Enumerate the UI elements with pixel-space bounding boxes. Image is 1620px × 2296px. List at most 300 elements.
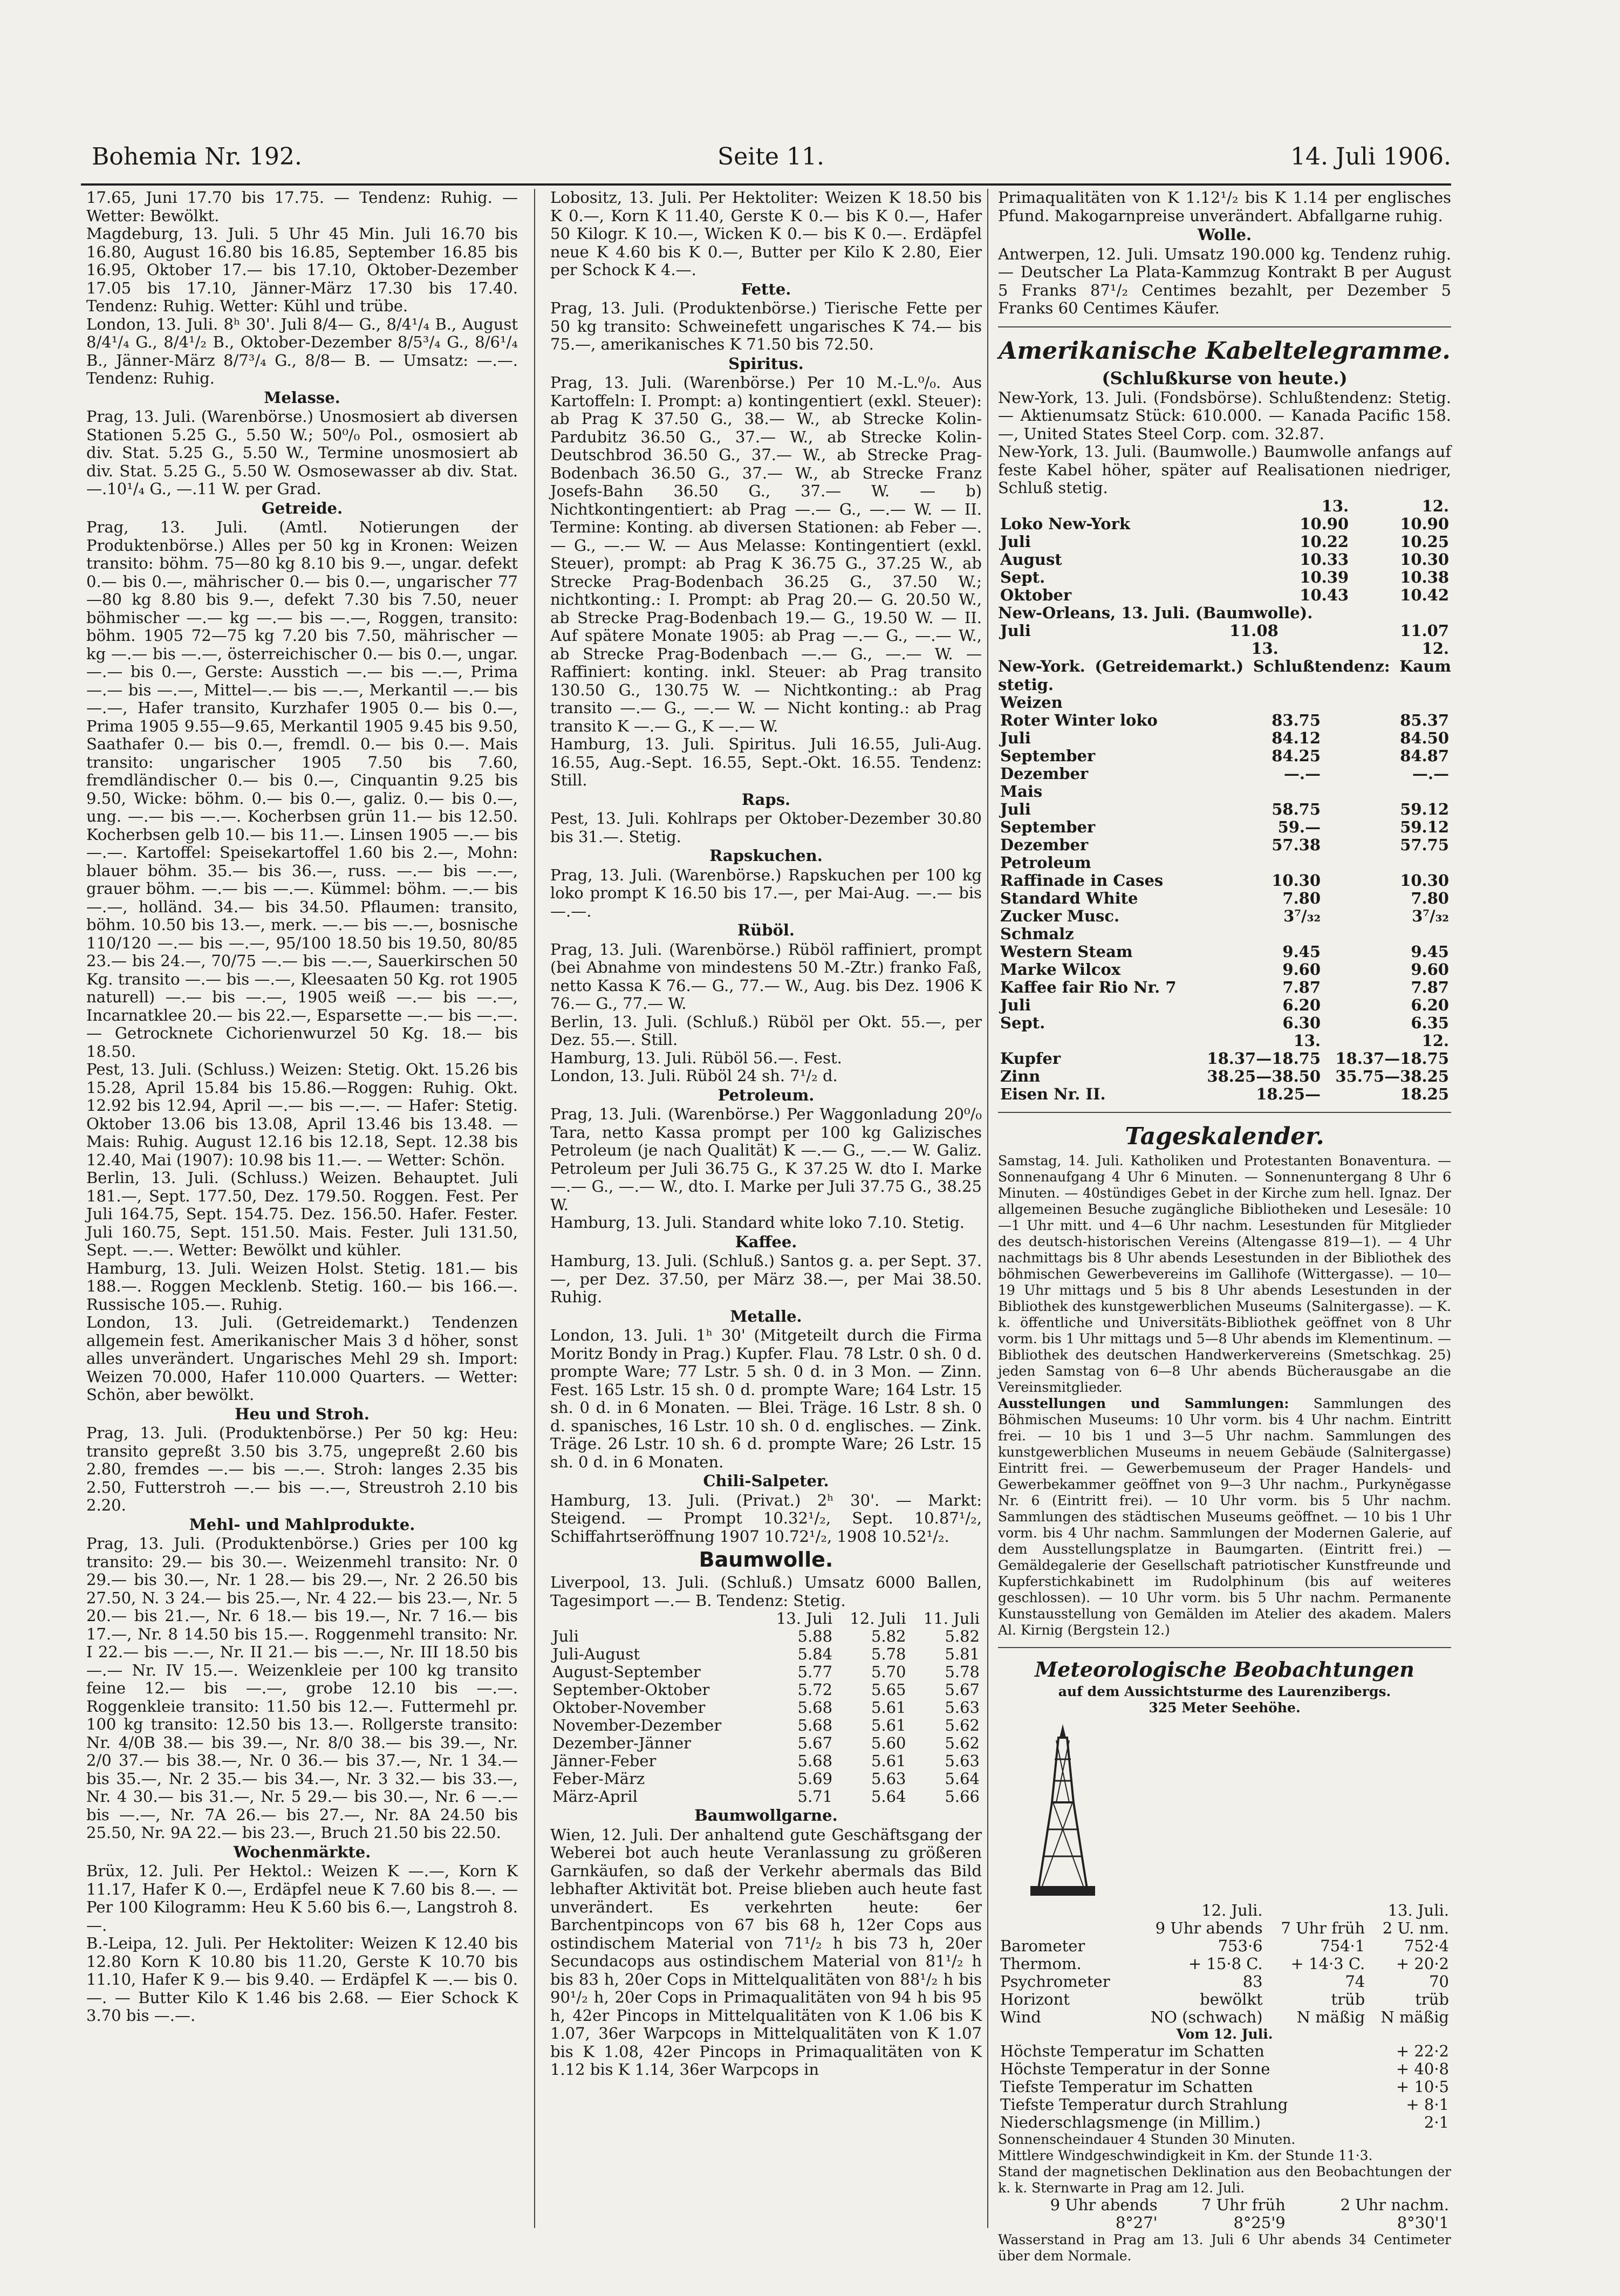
table-cell: August-September (552, 1663, 701, 1681)
section-heading: Rüböl. (737, 921, 795, 939)
table-row (998, 872, 1451, 890)
table-cell: 754·1 (1320, 1937, 1365, 1955)
table-cell: 74 (1345, 1972, 1365, 1991)
table-cell: 3⁷/₃₂ (1283, 907, 1321, 925)
table-cell: 59.12 (1400, 800, 1449, 818)
table-header-row (998, 2196, 1451, 2214)
table-cell: 753·6 (1218, 1937, 1263, 1955)
table-row (998, 729, 1451, 747)
section-heading: Chili-Salpeter. (703, 1472, 829, 1490)
table-cell: Wind (1000, 2008, 1041, 2026)
article-text (998, 1396, 1451, 1638)
table-cell: 83.75 (1272, 711, 1321, 729)
table-cell: 6.20 (1282, 996, 1321, 1014)
table-row (998, 996, 1451, 1014)
table-cell: 10.42 (1400, 585, 1449, 604)
table-cell: 83 (1242, 1972, 1263, 1991)
table-cell: Horizont (1000, 1990, 1070, 2008)
table-row (998, 907, 1451, 925)
section-heading: Baumwolle. (699, 1548, 833, 1571)
table-cell: 5.64 (945, 1769, 980, 1788)
table-cell: + 10·5 (1396, 2078, 1449, 2096)
table-cell: 70 (1429, 1972, 1449, 1991)
table-cell (1323, 925, 1451, 943)
table-header: 13. (1293, 1031, 1321, 1050)
section-heading: Fette. (741, 279, 791, 298)
table-header-row (998, 640, 1451, 658)
article-text: Hamburg, 13. Juli. Weizen Holst. Stetig. 181.— bis 188.—. Roggen Mecklenb. Stetig. 160.— bis 166.—. Russische 105.—. Ruhig. (86, 1259, 518, 1314)
paper-name-issue: Bohemia Nr. 192. (92, 143, 302, 170)
section-subheading: Vom 12. Juli. (1176, 2026, 1273, 2042)
section-heading: Tageskalender. (1125, 1123, 1324, 1150)
table-header: 13. (1321, 496, 1349, 515)
section-heading: Petroleum. (717, 1085, 815, 1104)
table-cell: Juli (1000, 532, 1031, 551)
table-cell: 6.30 (1282, 1014, 1321, 1032)
table-cell (1323, 694, 1451, 712)
table-row (998, 586, 1451, 604)
table-row (550, 1681, 982, 1699)
table-cell: 10.90 (1400, 514, 1449, 533)
section-heading: Metalle. (730, 1307, 802, 1325)
table-cell: 752·4 (1404, 1937, 1449, 1955)
table-cell: 5.68 (797, 1716, 833, 1734)
table-cell (1194, 783, 1323, 801)
table-cell: 7.87 (1411, 978, 1449, 996)
article-text: Hamburg, 13. Juli. Rüböl 56.—. Fest. (550, 1048, 842, 1067)
article-text: Prag, 13. Juli. (Produktenbörse.) Gries per 100 kg transito: 29.— bis 30.—. Weizenmehl transito: Nr. 0 29.— bis 30.—, Nr. 1 28.— bis 29.—, Nr. 2 26.50 bis 27.50, N. 3 24.— bis 25.—, Nr. 4 22.— bis 23.—, Nr. 5 20.— bis 21.—, Nr. 6 18.— bis 19.—, Nr. 7 16.— bis 17.—, Nr. 8 14.50 bis 15.—. Roggenmehl transito: Nr. I 22.— bis —.—, Nr. II 21.— bis —.—, Nr. III 18.50 bis —.— Nr. IV 15.—. Weizenkleie per 100 kg transito feine 12.— bis —.—, grobe 12.10 bis —.—. Roggenkleie transito: 11.50 bis 12.—. Futtermehl pr. 100 kg transito: 12.50 bis 13.—. Rollgerste transito: Nr. 4/0B 38.— bis 39.—, Nr. 8/0 38.— bis 39.—, Nr. 2/0 37.— bis 38.—, Nr. 0 36.— bis 37.—, Nr. 1 34.— bis 35.—, Nr. 2 35.— bis 34.—, Nr. 3 32.— bis 33.—, Nr. 4 30.— bis 31.—, Nr. 5 29.— bis 30.—, Nr. 6 —.— bis —.—, Nr. 7A 26.— bis 27.—, Nr. 8A 24.50 bis 25.50, Nr. 9A 22.— bis 23.—, Bruch 21.50 bis 22.50. (86, 1534, 518, 1842)
table-cell: 84.50 (1400, 729, 1449, 747)
table-cell: Mais (1000, 782, 1043, 801)
table-cell: 5.63 (945, 1752, 980, 1770)
table-cell: 9.45 (1282, 942, 1321, 961)
table-row (550, 1717, 982, 1734)
table-cell: 5.62 (945, 1734, 980, 1752)
article-text: Hamburg, 13. Juli. (Schluß.) Santos g. a. per Sept. 37.—, per Dez. 37.50, per März 38.—, per Mai 38.50. Ruhig. (550, 1252, 982, 1306)
table-cell: 59.— (1277, 818, 1321, 836)
table-cell: Niederschlagsmenge (in Millim.) (1000, 2113, 1261, 2131)
table-header: 2 U. nm. (1382, 1919, 1449, 1937)
article-text: New-York, 13. Juli. (Fondsbörse). Schlußtendenz: Stetig. — Aktienumsatz Stück: 610.000. — Kanada Pacific 158.—, United States Steel Corp. com. 32.87. (998, 388, 1451, 443)
article-text: Liverpool, 13. Juli. (Schluß.) Umsatz 6000 Ballen, Tagesimport —.— B. Tendenz: Stetig. (550, 1573, 982, 1610)
table-cell: 10.38 (1400, 568, 1449, 586)
article-text: Hamburg, 13. Juli. Standard white loko 7.10. Stetig. (550, 1213, 965, 1232)
table-header-row (998, 497, 1451, 515)
table-cell: Raffinade in Cases (1000, 871, 1164, 890)
issue-date: 14. Juli 1906. (1290, 143, 1451, 170)
article-text: Brüx, 12. Juli. Per Hektol.: Weizen K —.—, Korn K 11.17, Hafer K 0.—, Erdäpfel neue K 7.60 bis 8.—. — Per 100 Kilogramm: Heu K 5.60 bis 6.—, Langstroh 8.—. (86, 1862, 518, 1935)
table-row (998, 801, 1451, 818)
observation-tower-illustration (1025, 1721, 1100, 1899)
cotton-liverpool-table (550, 1610, 982, 1806)
table-cell: NO (schwach) (1150, 2008, 1263, 2026)
table-row (998, 979, 1451, 996)
column-1 (86, 189, 518, 2025)
table-cell: Oktober (1000, 585, 1072, 604)
table-row (998, 2096, 1451, 2114)
table-row (998, 836, 1451, 854)
table-cell: 5.78 (945, 1663, 980, 1681)
table-cell: 8°27' (1115, 2213, 1158, 2232)
article-text: New-York, 13. Juli. (Baumwolle.) Baumwolle anfangs auf feste Kabel höher, später auf Realisationen niedriger, Schluß stetig. (998, 442, 1451, 497)
table-row (998, 890, 1451, 907)
table-cell: 5.78 (871, 1645, 906, 1663)
table-cell: Höchste Temperatur im Schatten (1000, 2042, 1264, 2060)
meteo-extremes-table (998, 2042, 1451, 2131)
table-row (550, 1663, 982, 1681)
table-cell: Marke Wilcox (1000, 960, 1121, 979)
table-cell: 57.75 (1400, 836, 1449, 854)
table-row (998, 1014, 1451, 1032)
table-row (998, 854, 1451, 872)
table-row (998, 2114, 1451, 2131)
table-header: 9 Uhr abends (1155, 1919, 1263, 1937)
section-heading: Rapskuchen. (709, 846, 823, 865)
declination-table (998, 2196, 1451, 2232)
table-cell: 5.61 (871, 1698, 906, 1717)
table-cell: + 8·1 (1406, 2095, 1449, 2114)
table-cell (1323, 854, 1451, 872)
article-text: Pest, 13. Juli. Kohlraps per Oktober-Dezember 30.80 bis 31.—. Stetig. (550, 809, 982, 846)
table-row (550, 1645, 982, 1663)
table-header: 12. (1421, 496, 1449, 515)
article-text: Antwerpen, 12. Juli. Umsatz 190.000 kg. Tendenz ruhig. — Deutscher La Plata-Kammzug Kontrakt B per August 5 Franks 87¹/₂ Centimes bezahlt, per Dezember 5 Franks 60 Centimes Käufer. (998, 244, 1451, 317)
table-row (998, 765, 1451, 783)
table-row (998, 1068, 1451, 1085)
table-row (998, 2008, 1451, 2026)
section-heading: Wochenmärkte. (233, 1842, 371, 1861)
article-text: Prag, 13. Juli. (Warenbörse.) Unosmosiert ab diversen Stationen 5.25 G., 5.50 W.; 50⁰/₀ Pol., osmosiert ab div. Stat. 5.25 G., 5.50 W., Termine unosmosiert ab div. Stat. 5.25 G., 5.50 W. Osmosewasser ab div. Stat. —.10¹/₄ G., —.11 W. per Grad. (86, 407, 518, 498)
article-text: London, 13. Juli. 8ʰ 30'. Juli 8/4— G., 8/4¹/₄ B., August 8/4¹/₄ G., 8/4¹/₂ B., Oktober-Dezember 8/5³/₄ G., 8/6¹/₄ B., Jänner-März 8/7³/₄ G., 8/8— B. — Umsatz: —.—. Tendenz: Ruhig. (86, 315, 518, 387)
table-cell (1194, 694, 1323, 712)
table-row (998, 569, 1451, 586)
table-cell: Zinn (1000, 1067, 1041, 1085)
table-cell: + 20·2 (1396, 1955, 1449, 1973)
table-cell: 5.81 (945, 1645, 980, 1663)
table-row (998, 694, 1451, 712)
table-row (998, 2042, 1451, 2060)
table-cell: 18.25— (1256, 1085, 1321, 1103)
table-row (998, 1050, 1451, 1068)
table-cell: 5.71 (797, 1787, 833, 1806)
article-text: Wien, 12. Juli. Der anhaltend gute Geschäftsgang der Weberei bot auch heute Veranlassung zu größeren Garnkäufen, so daß der Verkehr abermals das Bild lebhafter Aktivität bot. Preise blieben auch heute fast unverändert. Es verkehrten heute: 6er Barchentpincops von 67 bis 68 h, 12er Cops aus ostindischem Material von 71¹/₂ h bis 73 h, 20er Secundacops aus ostindischem Material von 81¹/₂ h bis 83 h, 20er Cops in Mittelqualitäten von 88¹/₂ h bis 90¹/₂ h, 20er Cops in Primaqualitäten von 94 h bis 95 h, 42er Pincops in Mittelqualitäten von K 1.06 bis K 1.07, 36er Warpcops in Mittelqualitäten von K 1.07 bis K 1.08, 42er Pincops in Primaqualitäten von K 1.12 bis K 1.14, 36er Warpcops in (550, 1825, 982, 2079)
article-text: Prag, 13. Juli. (Amtl. Notierungen der Produktenbörse.) Alles per 50 kg in Kronen: Weizen transito: böhm. 75—80 kg 8.10 bis 9.—, ungar. defekt 0.— bis 0.—, mährischer 0.— bis 0.—, ungarischer 77—80 kg 8.80 bis 9.—, defekt 7.30 bis 7.50, neuer böhmischer —.— kg —.— bis —.—, Roggen, transito: böhm. 1905 72—75 kg 7.20 bis 7.50, mährischer — kg —.— bis —.—, österreichischer 0.— bis 0.—, ungar. —.— bis 0.—, Gerste: Ausstich —.— bis —.—, Prima —.— bis —.—, Mittel—.— bis —.—, Merkantil —.— bis —.—, Hafer transito, Kurzhafer 1905 0.— bis 0.—, Prima 1905 9.55—9.65, Merkantil 1905 9.45 bis 9.50, Saathafer 0.— bis 0.—, fremdl. 0.— bis 0.—. Mais transito: ungarischer 1905 7.50 bis 7.60, fremdländischer 0.— bis 0.—, Cinquantin 9.25 bis 9.50, Wicke: böhm. 0.— bis 0.—, galiz. 0.— bis 0.—, ung. —.— bis —.—. Kocherbsen grün 11.— bis 12.50. Kocherbsen gelb 10.— bis 11.—. Linsen 1905 —.— bis —.—. Kartoffel: Speisekartoffel 1.60 bis 2.—, Mohn: blauer böhm. 35.— bis 36.—, russ. —.— bis —.—, grauer böhm. —.— bis —.—. Kümmel: böhm. —.— bis —.—, holländ. 34.— bis 34.50. Pflaumen: transito, böhm. 10.50 bis 13.—, merk. —.— bis —.—, bosnische 110/120 —.— bis —.—, 95/100 18.50 bis 19.50, 80/85 23.— bis 24.—, 70/75 —.— bis —.—, Sauerkirschen 50 Kg. transito —.— bis —.—, Kleesaaten 50 Kg. rot 1905 naturell) —.— bis —.—, 1905 weiß —.— bis —.—, Incarnatklee 20.— bis 22.—, Esparsette —.— bis —.—. — Getrocknete Cichorienwurzel 50 Kg. 18.— bis 18.50. (86, 518, 518, 1061)
table-cell (1194, 925, 1323, 943)
table-cell: + 40·8 (1396, 2060, 1449, 2078)
table-cell: 5.63 (871, 1769, 906, 1788)
article-text: Prag, 13. Juli. (Produktenbörse.) Per 50 kg: Heu: transito gepreßt 3.50 bis 3.75, ungepreßt 2.60 bis 2.80, fremdes —.— bis —.—. Stroh: langes 2.35 bis 2.50, Futterstroh —.— bis —.—, Streustroh 2.10 bis 2.20. (86, 1424, 518, 1514)
table-row (998, 783, 1451, 801)
table-cell: 10.30 (1400, 550, 1449, 569)
grain-newyork-table (998, 694, 1451, 1103)
table-cell: 58.75 (1272, 800, 1321, 818)
table-cell: 5.61 (871, 1752, 906, 1770)
table-cell: 57.38 (1272, 836, 1321, 854)
table-cell: 18.37—18.75 (1335, 1049, 1449, 1068)
table-cell: Oktober-November (552, 1698, 706, 1717)
table-cell: 10.43 (1300, 585, 1349, 604)
table-row (998, 925, 1451, 943)
table-row (998, 533, 1451, 551)
table-cell: 2·1 (1424, 2113, 1449, 2131)
table-cell: 10.90 (1300, 514, 1349, 533)
article-text: Sonnenscheindauer 4 Stunden 30 Minuten. (998, 2131, 1296, 2147)
article-text: London, 13. Juli. Rüböl 24 sh. 7¹/₂ d. (550, 1067, 838, 1085)
table-header: 12. (1421, 1031, 1449, 1050)
table-cell: 5.66 (945, 1787, 980, 1806)
article-text: Primaqualitäten von K 1.12¹/₂ bis K 1.14 per englisches Pfund. Makogarnpreise unverändert. Abfallgarne ruhig. (998, 188, 1451, 225)
section-heading: Getreide. (261, 498, 343, 517)
table-header: 2 Uhr nachm. (1340, 2196, 1449, 2214)
table-cell: Zucker Musc. (1000, 907, 1120, 925)
table-cell: September (1000, 747, 1096, 765)
article-text: Pest, 13. Juli. (Schluss.) Weizen: Stetig. Okt. 15.26 bis 15.28, April 15.84 bis 15.86.—Roggen: Ruhig. Okt. 12.92 bis 12.94, April —.— bis —.—. — Hafer: Stetig. Oktober 13.06 bis 13.08, April 13.46 bis 13.48. — Mais: Ruhig. August 12.16 bis 12.18, Sept. 12.38 bis 12.40, Mai (1907): 10.98 bis 11.—. — Wetter: Schön. (86, 1060, 518, 1169)
table-cell: 10.30 (1272, 871, 1321, 890)
table-header: 7 Uhr früh (1281, 1919, 1365, 1937)
column-rule (534, 189, 535, 2228)
table-row (998, 747, 1451, 765)
table-row (998, 2060, 1451, 2078)
section-heading: Heu und Stroh. (235, 1404, 370, 1423)
table-cell: 7.80 (1411, 889, 1449, 907)
table-row (550, 1752, 982, 1770)
table-cell: 5.64 (871, 1787, 906, 1806)
table-header: 9 Uhr abends (1050, 2196, 1158, 2214)
table-cell: 84.12 (1272, 729, 1321, 747)
table-cell: 5.68 (797, 1752, 833, 1770)
table-row (550, 1734, 982, 1752)
article-text: Magdeburg, 13. Juli. 5 Uhr 45 Min. Juli 16.70 bis 16.80, August 16.80 bis 16.85, September 16.85 bis 16.95, Oktober 17.— bis 17.10, Oktober-Dezember 17.05 bis 17.10, Jänner-März 17.30 bis 17.40. Tendenz: Ruhig. Wetter: Kühl und trübe. (86, 224, 518, 315)
table-cell: August (1000, 550, 1062, 569)
table-cell: 10.22 (1300, 532, 1349, 551)
table-cell: Kupfer (1000, 1049, 1061, 1068)
table-row (998, 622, 1451, 640)
masthead (81, 124, 1451, 170)
table-row (998, 943, 1451, 961)
article-text: New-York. (Getreidemarkt.) Schlußtendenz: Kaum stetig. (998, 657, 1451, 694)
table-cell: trüb (1415, 1990, 1449, 2008)
table-cell: 9.60 (1411, 960, 1449, 979)
table-cell: N mäßig (1380, 2008, 1449, 2026)
article-text: Berlin, 13. Juli. (Schluß.) Rüböl per Okt. 55.—, per Dez. 55.—. Still. (550, 1012, 982, 1049)
masthead-rule (81, 183, 1451, 186)
table-cell: Eisen Nr. II. (1000, 1085, 1106, 1103)
table-cell: Höchste Temperatur in der Sonne (1000, 2060, 1270, 2078)
divider (998, 326, 1451, 327)
article-text: Samstag, 14. Juli. Katholiken und Protestanten Bonaventura. — Sonnenaufgang 4 Uhr 6 Minuten. — Sonnenuntergang 8 Uhr 6 Minuten. — 40stündiges Gebet in der Kirche zum hell. Ignaz. Der allgemeinen Besuche zugängliche Bibliotheken und Lesesäle: 10—1 Uhr mitt. und 4—6 Uhr nachm. Lesestunden für Mitglieder des deutsch-historischen Vereins (Altengasse 819—1). — 4 Uhr nachmittags bis 8 Uhr abends Lesestunden in der Bibliothek des böhmischen Gewerbevereins im Gallihofe (Wittergasse). — 10—19 Uhr mittags und 5 bis 8 Uhr abends Lesestunden in der Bibliothek des kunstgewerblichen Museums (Salnitergasse). — K. k. öffentliche und Universitäts-Bibliothek geöffnet von 8 Uhr vorm. bis 1 Uhr mittags und 5—8 Uhr abends im Klementinum. — Bibliothek des deutschen Handwerkervereins (Smetschkag. 25) jeden Samstag von 6—8 Uhr abends Bücherausgabe an die Vereinsmitglieder. (998, 1153, 1451, 1395)
table-row (998, 1973, 1451, 1991)
table-header-row (998, 1919, 1451, 1937)
table-header: 13. Juli (776, 1609, 833, 1628)
table-cell: —.— (1283, 764, 1321, 783)
section-subheading: Ausstellungen und Sammlungen: (998, 1396, 1289, 1411)
article-text: Lobositz, 13. Juli. Per Hektoliter: Weizen K 18.50 bis K 0.—, Korn K 11.40, Gerste K 0.— bis K 0.—, Hafer 50 Kilogr. K 10.—, Wicken K 0.— bis K 0.—. Erdäpfel neue K 4.60 bis K 0.—, Butter per Kilo K 2.80, Eier per Schock K 4.—. (550, 188, 982, 279)
table-cell: 5.62 (945, 1716, 980, 1734)
article-text: Prag, 13. Juli. (Warenbörse.) Rüböl raffiniert, prompt (bei Abnahme von mindestens 50 M.-Ztr.) franko Faß, netto Kassa K 76.— G., 77.— W., Aug. bis Dez. 1906 K 76.— G., 77.— W. (550, 940, 982, 1013)
table-cell: 3⁷/₃₂ (1412, 907, 1449, 925)
table-row (998, 2214, 1451, 2232)
section-heading: Baumwollgarne. (694, 1806, 838, 1824)
table-cell: trüb (1331, 1990, 1365, 2008)
table-cell: Dezember-Jänner (552, 1734, 692, 1752)
column-rule (987, 189, 988, 2228)
table-cell: 84.25 (1272, 747, 1321, 765)
section-subheading: 325 Meter Seehöhe. (1149, 1700, 1301, 1716)
table-header-row (998, 1902, 1451, 1919)
table-cell: 35.75—38.25 (1335, 1067, 1449, 1085)
table-cell: Juli-August (552, 1645, 640, 1663)
cotton-newyork-table (998, 497, 1451, 604)
table-cell: Thermom. (1000, 1955, 1082, 1973)
table-row (998, 1085, 1451, 1103)
table-cell: 5.77 (797, 1663, 833, 1681)
divider (998, 1647, 1451, 1648)
table-cell: 5.69 (797, 1769, 833, 1788)
table-cell: 9.60 (1282, 960, 1321, 979)
table-row (998, 961, 1451, 979)
article-text: Mittlere Windgeschwindigkeit in Km. der Stunde 11·3. (998, 2148, 1373, 2163)
table-cell: Jänner-Feber (552, 1752, 657, 1770)
table-cell: 38.25—38.50 (1207, 1067, 1321, 1085)
table-cell: 5.88 (797, 1627, 833, 1645)
table-cell: Juli (1000, 800, 1031, 818)
table-cell: November-Dezember (552, 1716, 722, 1734)
table-cell: September (1000, 818, 1096, 836)
section-subheading: (Schlußkurse von heute.) (1102, 367, 1348, 388)
table-cell: —.— (1412, 764, 1449, 783)
article-text: Berlin, 13. Juli. (Schluss.) Weizen. Behauptet. Juli 181.—, Sept. 177.50, Dez. 179.50. Roggen. Fest. Per Juli 164.75, Sept. 154.75. Dez. 156.50. Hafer. Fester. Juli 160.75, Sept. 151.50. Mais. Fester. Juli 131.50, Sept. —.—. Wetter: Bewölkt und kühler. (86, 1168, 518, 1259)
table-row (550, 1699, 982, 1717)
table-cell: 5.63 (945, 1698, 980, 1717)
newspaper-page (81, 124, 1452, 2264)
table-cell: Dezember (1000, 836, 1089, 854)
table-header: 13. Juli. (1387, 1901, 1449, 1919)
article-text: Hamburg, 13. Juli. (Privat.) 2ʰ 30'. — Markt: Steigend. — Prompt 10.32¹/₂, Sept. 10.87¹/₂, Schiffahrtseröffnung 1907 10.72¹/₂, 1908 10.52¹/₂. (550, 1491, 982, 1546)
table-header-row (550, 1610, 982, 1628)
table-cell: 5.67 (797, 1734, 833, 1752)
table-header: 12. Juli (850, 1609, 906, 1628)
table-header-row (998, 1032, 1451, 1050)
table-cell: Roter Winter loko (1000, 711, 1158, 729)
table-row (998, 1991, 1451, 2008)
table-row (998, 818, 1451, 836)
table-cell: 5.60 (871, 1734, 906, 1752)
article-text: Prag, 13. Juli. (Warenbörse.) Per 10 M.-L.⁰/₀. Aus Kartoffeln: I. Prompt: a) kontingentiert (exkl. Steuer): ab Prag K 37.50 G., 38.— W., ab Strecke Kolin-Pardubitz 36.50 G., 37.— W., ab Strecke Kolin-Deutschbrod 36.50 G., 37.— W., ab Strecke Prag-Bodenbach 36.50 G., 37.— W., ab Strecke Franz Josefs-Bahn 36.50 G., 37.— W. — b) Nichtkontingentiert: ab Prag —.— G., —.— W. — II. Termine: Konting. ab diversen Stationen: ab Feber —.— G., —.— W. — Aus Melasse: Kontingentiert (exkl. Steuer), prompt: ab Prag K 36.75 G., 37.25 W., ab Strecke Prag-Bodenbach 36.25 G., 37.50 W.; nichtkonting.: I. Prompt: ab Prag 20.— G. 20.50 W., ab Strecke Prag-Bodenbach 19.— G., 19.50 W. — II. Auf spätere Monate 1905: ab Prag —.— G., —.— W., ab Strecke Prag-Bodenbach —.— G., —.— W. — Raffiniert: konting. inkl. Steuer: ab Prag transito 130.50 G., 130.75 W. — Nichtkonting.: ab Prag transito —.— G., —.— W. — Nicht konting.: ab Prag transito K —.— G., K —.— W. (550, 373, 982, 735)
table-cell: Standard White (1000, 889, 1138, 907)
table-header: 12. Juli. (1201, 1901, 1263, 1919)
table-cell: Loko New-York (1000, 514, 1130, 533)
table-cell: Tiefste Temperatur im Schatten (1000, 2078, 1253, 2096)
table-cell: 5.82 (871, 1627, 906, 1645)
table-cell: 5.67 (945, 1680, 980, 1699)
table-row (998, 515, 1451, 533)
table-cell: 18.25 (1400, 1085, 1449, 1103)
section-heading: Wolle. (1197, 226, 1252, 244)
cotton-neworleans-table (998, 622, 1451, 658)
table-row (550, 1628, 982, 1645)
table-cell: Juli (1000, 996, 1031, 1014)
table-row (998, 551, 1451, 569)
page-number: Seite 11. (717, 143, 824, 170)
section-heading: Mehl- und Mahlprodukte. (189, 1515, 415, 1534)
table-cell: Schmalz (1000, 925, 1074, 943)
table-cell: Juli (1000, 621, 1031, 640)
table-row (998, 2078, 1451, 2096)
table-cell: 10.30 (1400, 871, 1449, 890)
table-cell: 11.08 (1229, 621, 1279, 640)
table-cell: Weizen (1000, 693, 1063, 712)
table-cell: 5.70 (871, 1663, 906, 1681)
table-cell: Western Steam (1000, 942, 1133, 961)
table-cell: 9.45 (1411, 942, 1449, 961)
table-cell: September-Oktober (552, 1680, 710, 1699)
table-cell (1194, 854, 1323, 872)
article-text: Prag, 13. Juli. (Produktenbörse.) Tierische Fette per 50 kg transito: Schweinefett ungarisches K 74.— bis 75.—, amerikanisches K 71.50 bis 72.50. (550, 299, 982, 353)
meteo-table (998, 1902, 1451, 2026)
table-cell: 5.82 (945, 1627, 980, 1645)
table-cell: 5.65 (871, 1680, 906, 1699)
section-heading: Kaffee. (735, 1232, 797, 1251)
table-cell: N mäßig (1296, 2008, 1365, 2026)
table-cell: 5.72 (797, 1680, 833, 1699)
table-cell: 10.33 (1300, 550, 1349, 569)
article-text: New-Orleans, 13. Juli. (Baumwolle). (998, 603, 1313, 622)
table-cell: 18.37—18.75 (1207, 1049, 1321, 1068)
section-heading: Amerikanische Kabeltelegramme. (999, 337, 1451, 365)
column-2 (550, 189, 982, 2079)
table-cell: Feber-März (552, 1769, 645, 1788)
table-cell: + 22·2 (1396, 2042, 1449, 2060)
table-cell: bewölkt (1200, 1990, 1263, 2008)
table-cell: 84.87 (1400, 747, 1449, 765)
divider (998, 1112, 1451, 1113)
table-cell: + 14·3 C. (1290, 1955, 1365, 1973)
article-text: London, 13. Juli. 1ʰ 30' (Mitgeteilt durch die Firma Moritz Bondy in Prag.) Kupfer. Flau. 78 Lstr. 0 sh. 0 d. prompte Ware; 77 Lstr. 5 sh. 0 d. in 3 Mon. — Zinn. Fest. 165 Lstr. 15 sh. 0 d. prompte Ware; 164 Lstr. 15 sh. 0 d. in 6 Monaten. — Blei. Träge. 16 Lstr. 8 sh. 0 d. spanisches, 16 Lstr. 10 sh. 0 d. englisches. — Zink. Träge. 26 Lstr. 10 sh. 6 d. prompte Ware; 26 Lstr. 15 sh. 0 d. in 6 Monaten. (550, 1326, 982, 1471)
table-header: 12. (1421, 639, 1449, 658)
table-row (998, 1937, 1451, 1955)
table-cell: 5.61 (871, 1716, 906, 1734)
table-cell: 10.39 (1300, 568, 1349, 586)
article-text: Wasserstand in Prag am 13. Juli 6 Uhr abends 34 Centimeter über dem Normale. (998, 2232, 1451, 2264)
table-cell: Juli (552, 1627, 579, 1645)
table-cell: März-April (552, 1787, 638, 1806)
table-cell: Barometer (1000, 1937, 1085, 1955)
table-cell: 11.07 (1400, 621, 1449, 640)
table-cell: Petroleum (1000, 853, 1091, 872)
table-header: 13. (1251, 639, 1279, 658)
table-cell: Tiefste Temperatur durch Strahlung (1000, 2095, 1288, 2114)
table-cell: Psychrometer (1000, 1972, 1110, 1991)
section-subheading: auf dem Aussichtsturme des Laurenzibergs. (1058, 1684, 1391, 1699)
table-cell: 8°30'1 (1397, 2213, 1449, 2232)
table-cell: 7.80 (1282, 889, 1321, 907)
article-text: B.-Leipa, 12. Juli. Per Hektoliter: Weizen K 12.40 bis 12.80 Korn K 10.80 bis 11.20, Gerste K 10.70 bis 11.10, Hafer K 9.— bis 9.40. — Erdäpfel K —.— bis 0.—. — Butter Kilo K 1.46 bis 2.68. — Eier Schock K 3.70 bis —.—. (86, 1934, 518, 2025)
article-text: London, 13. Juli. (Getreidemarkt.) Tendenzen allgemein fest. Amerikanischer Mais 3 d höher, sonst alles unverändert. Ungarisches Mehl 29 sh. Import: Weizen 70.000, Hafer 110.000 Quarters. — Wetter: Schön, aber bewölkt. (86, 1313, 518, 1404)
table-cell: 8°25'9 (1233, 2213, 1286, 2232)
table-row (550, 1788, 982, 1806)
article-text: Stand der magnetischen Deklination aus den Beobachtungen der k. k. Sternwarte in Prag am 12. Juli. (998, 2164, 1451, 2196)
article-text: Sammlungen des Böhmischen Museums: 10 Uhr vorm. bis 4 Uhr nachm. Eintritt frei. — 10 bis 1 und 3—5 Uhr nachm. Sammlungen des kunstgewerblichen Museums in neuem Gebäude (Salnitergasse) Eintritt frei. — Gewerbemuseum der Prager Handels- und Gewerbekammer geöffnet von 9—3 Uhr nachm., Purkyněgasse Nr. 6 (Eintritt frei). — 10 Uhr vorm. bis 5 Uhr nachm. Sammlungen des städtischen Museums geöffnet. — 10 bis 1 Uhr vorm. bis 4 Uhr nachm. Sammlungen der Modernen Galerie, auf dem Ausstellungsplatze in Baumgarten. (Eintritt frei.) — Gemäldegalerie der Gesellschaft patriotischer Kunstfreunde und Kupferstichkabinett im Rudolphinum (bis auf weiteres geschlossen). — 10 Uhr vorm. bis 5 Uhr nachm. Permanente Kunstausstellung von Gemälden im Atelier des akadem. Malers Al. Kirnig (Bergstein 12.) (998, 1396, 1452, 1638)
section-heading: Melasse. (264, 388, 340, 407)
article-text: Prag, 13. Juli. (Warenbörse.) Per Waggonladung 20⁰/₀ Tara, netto Kassa prompt per 100 kg Galizisches Petroleum (je nach Qualität) K —.— G., —.— W. Galiz. Petroleum per Juli 36.75 G., K 37.25 W. dto I. Marke —.— G., —.— W., dto. I. Marke per Juli 37.75 G., 38.25 W. (550, 1105, 982, 1214)
section-heading: Meteorologische Beobachtungen (1035, 1657, 1414, 1682)
table-cell: 59.12 (1400, 818, 1449, 836)
table-cell: Dezember (1000, 764, 1089, 783)
article-text: Hamburg, 13. Juli. Spiritus. Juli 16.55, Juli-Aug. 16.55, Aug.-Sept. 16.55, Sept.-Okt. 16.55. Tendenz: Still. (550, 735, 982, 789)
table-cell: 10.25 (1400, 532, 1449, 551)
table-cell: Sept. (1000, 1014, 1045, 1032)
table-row (998, 712, 1451, 729)
